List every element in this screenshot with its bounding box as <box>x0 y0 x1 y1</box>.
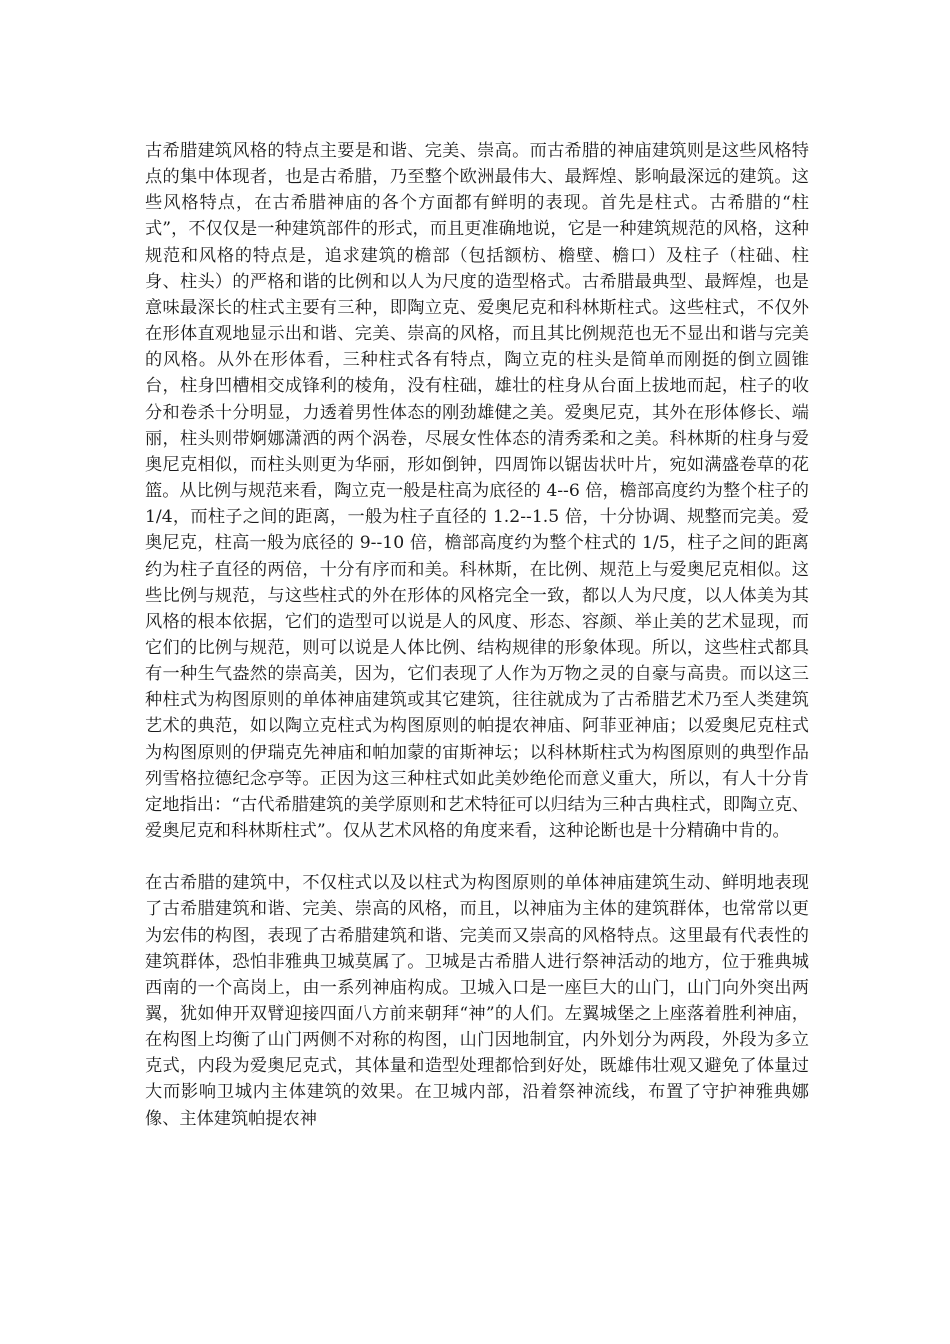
document-page <box>145 138 809 1132</box>
paragraph-columns: 古希腊建筑风格的特点主要是和谐、完美、崇高。而古希腊的神庙建筑则是这些风格特点的集中体现者，也是古希腊，乃至整个欧洲最伟大、最辉煌、影响最深远的建筑。这些风格特点，在古希腊神庙的各个方面都有鲜明的表现。首先是柱式。古希腊的“柱式”，不仅仅是一种建筑部件的形式，而且更准确地说，它是一种建筑规范的风格，这种规范和风格的特点是，追求建筑的檐部（包括额枋、檐壁、檐口）及柱子（柱础、柱身、柱头）的严格和谐的比例和以人为尺度的造型格式。古希腊最典型、最辉煌，也是意味最深长的柱式主要有三种，即陶立克、爱奥尼克和科林斯柱式。这些柱式，不仅外在形体直观地显示出和谐、完美、崇高的风格，而且其比例规范也无不显出和谐与完美的风格。从外在形体看，三种柱式各有特点，陶立克的柱头是简单而刚挺的倒立圆锥台，柱身凹槽相交成锋利的棱角，没有柱础，雄壮的柱身从台面上拔地而起，柱子的收分和卷杀十分明显，力透着男性体态的刚劲雄健之美。爱奥尼克，其外在形体修长、端丽，柱头则带婀娜潇洒的两个涡卷，尽展女性体态的清秀柔和之美。科林斯的柱身与爱奥尼克相似，而柱头则更为华丽，形如倒钟，四周饰以锯齿状叶片，宛如满盛卷草的花篮。从比例与规范来看，陶立克一般是柱高为底径的 4--6 倍，檐部高度约为整个柱子的 1/4，而柱子之间的距离，一般为柱子直径的 1.2--1.5 倍，十分协调、规整而完美。爱奥尼克，柱高一般为底径的 9--10 倍，檐部高度约为整个柱式的 1/5，柱子之间的距离约为柱子直径的两倍，十分有序而和美。科林斯，在比例、规范上与爱奥尼克相似。这些比例与规范，与这些柱式的外在形体的风格完全一致，都以人为尺度，以人体美为其风格的根本依据，它们的造型可以说是人的风度、形态、容颜、举止美的艺术显现，而它们的比例与规范，则可以说是人体比例、结构规律的形象体现。所以，这些柱式都具有一种生气盎然的崇高美，因为，它们表现了人作为万物之灵的自豪与高贵。而以这三种柱式为构图原则的单体神庙建筑或其它建筑，往往就成为了古希腊艺术乃至人类建筑艺术的典范，如以陶立克柱式为构图原则的帕提农神庙、阿菲亚神庙；以爱奥尼克柱式为构图原则的伊瑞克先神庙和帕加蒙的宙斯神坛；以科林斯柱式为构图原则的典型作品列雪格拉德纪念亭等。正因为这三种柱式如此美妙绝伦而意义重大，所以，有人十分肯定地指出：“古代希腊建筑的美学原则和艺术特征可以归结为三种古典柱式，即陶立克、爱奥尼克和科林斯柱式”。仅从艺术风格的角度来看，这种论断也是十分精确中肯的。 <box>145 141 809 842</box>
paragraph-acropolis: 在古希腊的建筑中，不仅柱式以及以柱式为构图原则的单体神庙建筑生动、鲜明地表现了古希腊建筑和谐、完美、崇高的风格，而且，以神庙为主体的建筑群体，也常常以更为宏伟的构图，表现了古希腊建筑和谐、完美而又崇高的风格特点。这里最有代表性的建筑群体，恐怕非雅典卫城莫属了。卫城是古希腊人进行祭神活动的地方，位于雅典城西南的一个高岗上，由一系列神庙构成。卫城入口是一座巨大的山门，山门向外突出两翼，犹如伸开双臂迎接四面八方前来朝拜“神”的人们。左翼城堡之上座落着胜利神庙，在构图上均衡了山门两侧不对称的构图，山门因地制宜，内外划分为两段，外段为多立克式，内段为爱奥尼克式，其体量和造型处理都恰到好处，既雄伟壮观又避免了体量过大而影响卫城内主体建筑的效果。在卫城内部，沿着祭神流线，布置了守护神雅典娜像、主体建筑帕提农神 <box>145 873 809 1129</box>
